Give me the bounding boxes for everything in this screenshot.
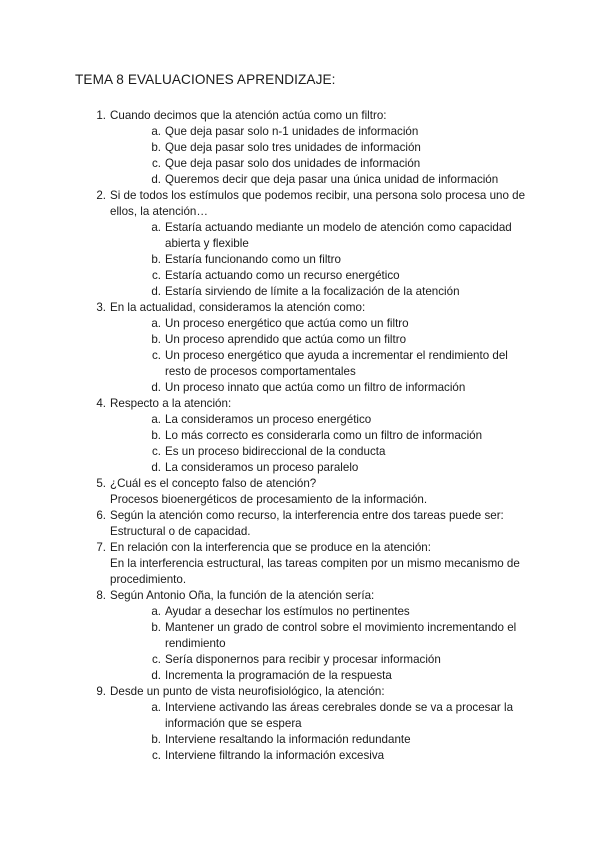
- answer-option: [147, 652, 530, 668]
- question-text: En relación con la interferencia que se produce en la atención:: [110, 541, 431, 554]
- option-text: Es un proceso bidireccional de la conducta: [165, 445, 386, 458]
- option-text: La consideramos un proceso energético: [165, 413, 372, 426]
- option-text: Un proceso aprendido que actúa como un filtro: [165, 333, 407, 346]
- answer-option: [147, 124, 530, 140]
- option-text: La consideramos un proceso paralelo: [165, 461, 359, 474]
- option-letter: a.: [151, 317, 161, 330]
- answer-option: [147, 668, 530, 684]
- option-text: Un proceso innato que actúa como un filtro de información: [165, 381, 466, 394]
- option-list: [110, 220, 530, 300]
- option-letter: d.: [151, 381, 161, 394]
- option-letter: b.: [151, 621, 161, 634]
- question-text: En la actualidad, consideramos la atención como:: [110, 301, 366, 314]
- option-letter: a.: [151, 221, 161, 234]
- option-text: Estaría funcionando como un filtro: [165, 253, 341, 266]
- question-answer: En la interferencia estructural, las tareas compiten por un mismo mecanismo de procedimiento.: [110, 557, 520, 586]
- question-text: Desde un punto de vista neurofisiológico, la atención:: [110, 685, 385, 698]
- option-text: Interviene filtrando la información excesiva: [165, 749, 385, 762]
- question-answer: Procesos bioenergéticos de procesamiento de la información.: [110, 493, 428, 506]
- question-item: [90, 108, 530, 188]
- option-letter: b.: [151, 333, 161, 346]
- option-list: [110, 700, 530, 764]
- question-item: [90, 588, 530, 684]
- answer-option: [147, 604, 530, 620]
- option-text: Un proceso energético que ayuda a incrementar el rendimiento del resto de procesos comportamentales: [165, 349, 508, 378]
- page-title: TEMA 8 EVALUACIONES APRENDIZAJE:: [75, 72, 336, 87]
- option-letter: a.: [151, 605, 161, 618]
- answer-option: [147, 380, 530, 396]
- answer-option: [147, 348, 530, 380]
- option-list: [110, 412, 530, 476]
- question-text: ¿Cuál es el concepto falso de atención?: [110, 477, 317, 490]
- option-text: Mantener un grado de control sobre el movimiento incrementando el rendimiento: [165, 621, 517, 650]
- question-text: Si de todos los estímulos que podemos recibir, una persona solo procesa uno de ellos, la atención…: [110, 189, 526, 218]
- option-letter: b.: [151, 253, 161, 266]
- option-text: Estaría actuando mediante un modelo de atención como capacidad abierta y flexible: [165, 221, 512, 250]
- option-letter: a.: [151, 413, 161, 426]
- answer-option: [147, 620, 530, 652]
- answer-option: [147, 428, 530, 444]
- question-number: 3.: [96, 301, 106, 314]
- question-text: Según la atención como recurso, la interferencia entre dos tareas puede ser:: [110, 509, 504, 522]
- answer-option: [147, 412, 530, 428]
- question-list: [90, 108, 530, 764]
- answer-option: [147, 268, 530, 284]
- option-letter: b.: [151, 141, 161, 154]
- question-number: 5.: [96, 477, 106, 490]
- question-number: 6.: [96, 509, 106, 522]
- question-item: [90, 684, 530, 764]
- option-text: Que deja pasar solo n-1 unidades de información: [165, 125, 419, 138]
- option-text: Interviene resaltando la información redundante: [165, 733, 411, 746]
- option-letter: d.: [151, 173, 161, 186]
- question-item: [90, 508, 530, 540]
- option-letter: c.: [151, 157, 161, 170]
- answer-option: [147, 732, 530, 748]
- answer-option: [147, 156, 530, 172]
- option-letter: d.: [151, 669, 161, 682]
- option-list: [110, 124, 530, 188]
- option-list: [110, 316, 530, 396]
- option-letter: b.: [151, 429, 161, 442]
- option-text: Estaría sirviendo de límite a la focalización de la atención: [165, 285, 460, 298]
- question-text: Según Antonio Oña, la función de la atención sería:: [110, 589, 375, 602]
- option-letter: a.: [151, 701, 161, 714]
- question-number: 4.: [96, 397, 106, 410]
- option-letter: a.: [151, 125, 161, 138]
- answer-option: [147, 220, 530, 252]
- option-list: [110, 604, 530, 684]
- answer-option: [147, 140, 530, 156]
- option-text: Un proceso energético que actúa como un filtro: [165, 317, 409, 330]
- question-answer: Estructural o de capacidad.: [110, 525, 251, 538]
- question-item: [90, 540, 530, 588]
- option-text: Ayudar a desechar los estímulos no pertinentes: [165, 605, 410, 618]
- question-text: Respecto a la atención:: [110, 397, 232, 410]
- question-item: [90, 300, 530, 396]
- option-letter: c.: [151, 749, 161, 762]
- option-text: Incrementa la programación de la respuesta: [165, 669, 392, 682]
- option-letter: c.: [151, 445, 161, 458]
- answer-option: [147, 748, 530, 764]
- option-text: Queremos decir que deja pasar una única unidad de información: [165, 173, 499, 186]
- option-letter: b.: [151, 733, 161, 746]
- answer-option: [147, 172, 530, 188]
- option-letter: c.: [151, 269, 161, 282]
- option-text: Que deja pasar solo dos unidades de información: [165, 157, 421, 170]
- answer-option: [147, 332, 530, 348]
- option-letter: c.: [151, 349, 161, 362]
- option-letter: d.: [151, 285, 161, 298]
- answer-option: [147, 252, 530, 268]
- option-text: Sería disponernos para recibir y procesar información: [165, 653, 441, 666]
- option-text: Lo más correcto es considerarla como un filtro de información: [165, 429, 483, 442]
- question-number: 7.: [96, 541, 106, 554]
- question-number: 9.: [96, 685, 106, 698]
- answer-option: [147, 316, 530, 332]
- answer-option: [147, 460, 530, 476]
- question-number: 8.: [96, 589, 106, 602]
- option-letter: d.: [151, 461, 161, 474]
- option-letter: c.: [151, 653, 161, 666]
- answer-option: [147, 284, 530, 300]
- option-text: Interviene activando las áreas cerebrales donde se va a procesar la información que se espera: [165, 701, 514, 730]
- question-number: 1.: [96, 109, 106, 122]
- option-text: Que deja pasar solo tres unidades de información: [165, 141, 421, 154]
- question-item: [90, 396, 530, 476]
- question-item: [90, 476, 530, 508]
- answer-option: [147, 700, 530, 732]
- option-text: Estaría actuando como un recurso energético: [165, 269, 400, 282]
- question-text: Cuando decimos que la atención actúa como un filtro:: [110, 109, 387, 122]
- question-number: 2.: [96, 189, 106, 202]
- answer-option: [147, 444, 530, 460]
- question-item: [90, 188, 530, 300]
